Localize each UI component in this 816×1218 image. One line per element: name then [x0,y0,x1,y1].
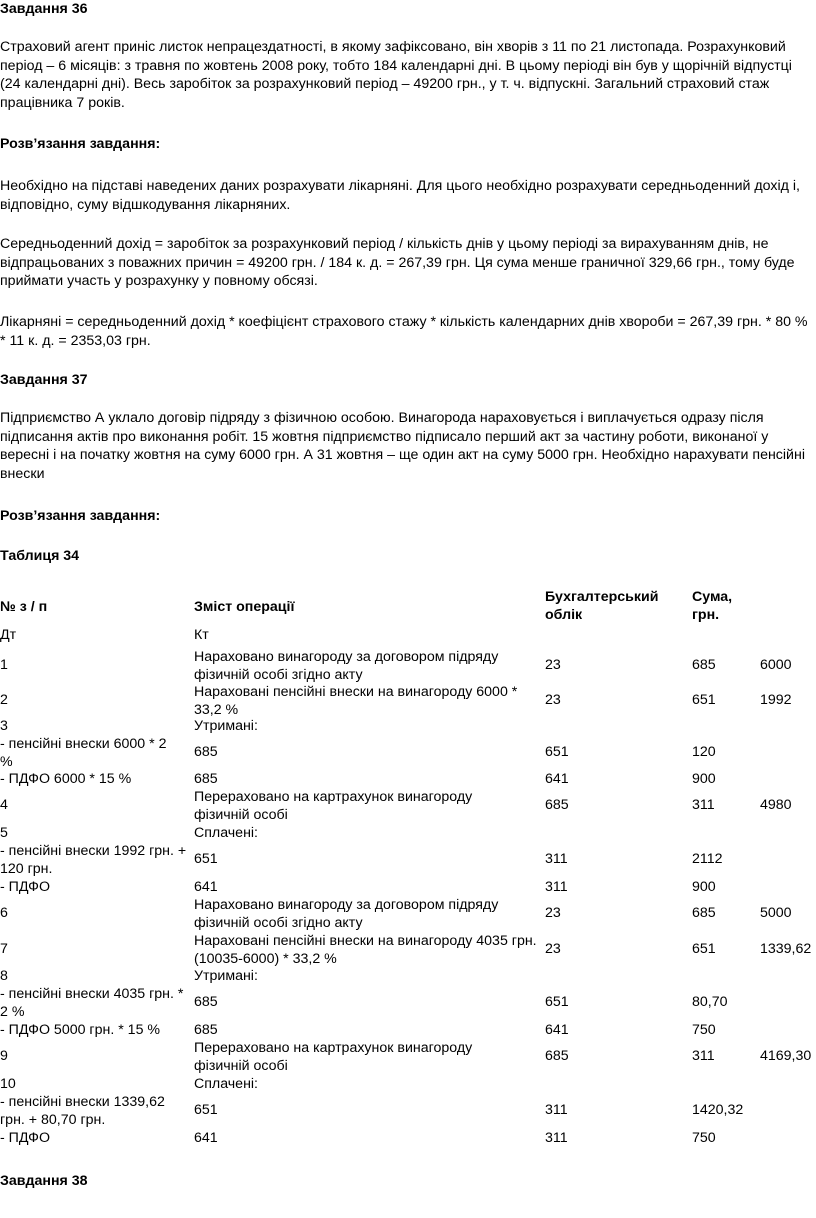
cell: 2 [0,692,8,708]
cell: 4 [0,797,8,813]
cell: 6 [0,905,8,921]
cell: 311 [545,851,568,867]
cell: 23 [545,905,561,921]
cell: 311 [545,1130,568,1146]
cell: 651 [194,851,218,867]
cell: - ПДФО 6000 * 15 % [0,771,132,787]
cell: 685 [194,771,218,787]
cell: 651 [692,692,716,708]
cell: 685 [194,1022,218,1038]
cell: 641 [194,879,218,895]
task36-paragraph-3: Лікарняні = середньоденний дохід * коефіцієнт страхового стажу * кількість календарних днів хвороби = 267,39 грн. * 80 % * 11 к. д. = 2353,03 грн. [0,314,808,349]
cell: 1339,62 [760,941,812,957]
cell: Утримані: [194,718,258,734]
subheader-debit: Дт [0,627,17,643]
cell: - пенсійні внески 4035 грн. * 2 % [0,986,184,1020]
cell: 1420,32 [692,1102,744,1118]
cell: 685 [194,744,218,760]
task37-condition: Підприємство А уклало договір підряду з фізичною особою. Винагорода нараховується і виплачується одразу після підписання актів про виконання робіт. 15 жовтня підприємство підписало перший акт за частину роботи, виконаної у вересні і на початку жовтня на суму 6000 грн. А 31 жовтня – ще один акт на суму 5000 грн. Необхідно нарахувати пенсійні внески [0,410,805,482]
cell: 900 [692,879,716,895]
task36-condition: Страховий агент приніс листок непрацездатності, в якому зафіксовано, він хворів з 11 по 21 листопада. Розрахунковий період – 6 місяців: з травня по жовтень 2008 року, тобто 184 календарні дні. В цьому періоді він був у щорічній відпустці (24 календарні дні). Весь заробіток за розрахунковий період – 49200 грн., у т. ч. відпускні. Загальний страховий стаж працівника 7 років. [0,39,792,111]
header-number: № з / п [0,599,48,615]
cell: 1992 [760,692,792,708]
cell: - ПДФО [0,1130,50,1146]
cell: 311 [692,1048,715,1064]
cell: 2112 [692,851,723,867]
cell: - пенсійні внески 6000 * 2 % [0,736,167,770]
cell: 750 [692,1022,716,1038]
cell: 651 [545,744,569,760]
cell: 4980 [760,797,792,813]
cell: 9 [0,1048,8,1064]
cell: Перераховано на картрахунок винагороду фізичній особі [194,1040,473,1074]
cell: 651 [545,994,569,1010]
cell: 750 [692,1130,716,1146]
cell: Нараховані пенсійні внески на винагороду 6000 * 33,2 % [194,684,518,718]
task38-title: Завдання 38 [0,1173,88,1189]
cell: 900 [692,771,716,787]
task36-solution-title: Розв’язання завдання: [0,136,161,152]
cell: 6000 [760,657,792,673]
subheader-credit: Кт [194,627,209,643]
cell: 685 [194,994,218,1010]
task36-paragraph-1: Необхідно на підставі наведених даних розрахувати лікарняні. Для цього необхідно розрахувати середньоденний дохід і, відповідно, суму відшкодування лікарняних. [0,178,800,213]
header-sum: Сума, грн. [692,589,733,623]
task37-solution-title: Розв’язання завдання: [0,508,161,524]
cell: Утримані: [194,968,258,984]
cell: 641 [545,1022,569,1038]
cell: 685 [545,1048,569,1064]
cell: 3 [0,718,8,734]
cell: - ПДФО 5000 грн. * 15 % [0,1022,161,1038]
cell: - пенсійні внески 1992 грн. + 120 грн. [0,843,187,877]
cell: 23 [545,657,561,673]
cell: 311 [545,879,568,895]
cell: 120 [692,744,716,760]
cell: 80,70 [692,994,728,1010]
cell: - ПДФО [0,879,50,895]
table-title: Таблиця 34 [0,548,80,564]
cell: Нараховано винагороду за договором підряду фізичній особі згідно акту [194,897,499,931]
cell: Нараховані пенсійні внески на винагороду 4035 грн. (10035-6000) * 33,2 % [194,933,537,967]
cell: 7 [0,941,8,957]
cell: Перераховано на картрахунок винагороду фізичній особі [194,789,473,823]
cell: 685 [692,905,716,921]
header-accounting: Бухгалтерський облік [545,589,659,623]
task37-title: Завдання 37 [0,372,88,388]
cell: 651 [194,1102,218,1118]
task36-title: Завдання 36 [0,1,88,17]
cell: 311 [692,797,715,813]
cell: 651 [692,941,716,957]
cell: - пенсійні внески 1339,62 грн. + 80,70 грн. [0,1094,165,1128]
cell: 23 [545,941,561,957]
cell: 685 [692,657,716,673]
cell: 685 [545,797,569,813]
cell: 10 [0,1076,16,1092]
cell: 23 [545,692,561,708]
cell: 5 [0,825,8,841]
cell: 8 [0,968,8,984]
task36-paragraph-2: Середньоденний дохід = заробіток за розрахунковий період / кількість днів у цьому періоді за вирахуванням днів, не відпрацьованих з поважних причин = 49200 грн. / 184 к. д. = 267,39 грн. Ця сума менше граничної 329,66 грн., тому буде приймати участь у розрахунку у повному обсязі. [0,236,795,289]
cell: Сплачені: [194,1076,258,1092]
header-operation: Зміст операції [194,599,295,615]
cell: 641 [545,771,569,787]
cell: Сплачені: [194,825,258,841]
cell: 4169,30 [760,1048,812,1064]
cell: 5000 [760,905,792,921]
cell: 1 [0,657,8,673]
cell: Нараховано винагороду за договором підряду фізичній особі згідно акту [194,649,499,683]
cell: 641 [194,1130,218,1146]
cell: 311 [545,1102,568,1118]
